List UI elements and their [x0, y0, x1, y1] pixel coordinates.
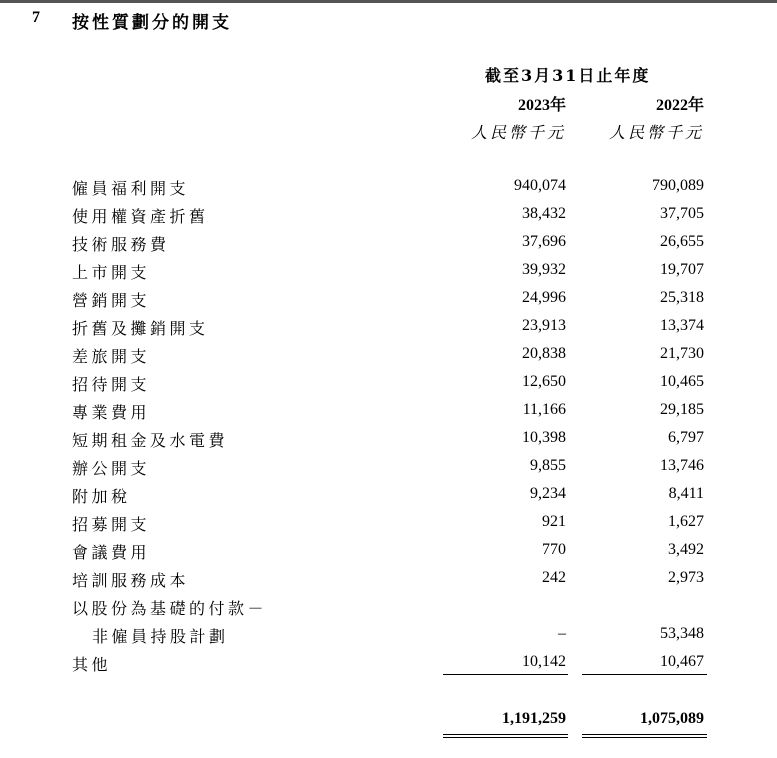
value-2022: 26,655 — [660, 233, 704, 250]
table-row — [0, 260, 777, 288]
value-2022: 37,705 — [660, 205, 704, 222]
section-title: 按性質劃分的開支 — [72, 13, 232, 33]
value-2022: 25,318 — [660, 289, 704, 306]
table-row — [0, 568, 777, 596]
value-2022: 3,492 — [668, 541, 704, 558]
table-row — [0, 652, 777, 680]
row-label: 使用權資產折舊 — [72, 207, 209, 226]
value-2023: – — [558, 625, 566, 642]
unit-2022-header: 人民幣千元 — [608, 123, 704, 142]
year-2023-header: 2023年 — [517, 97, 566, 114]
row-label: 僱員福利開支 — [72, 179, 190, 198]
table-row — [0, 176, 777, 204]
value-2023: 921 — [542, 513, 566, 530]
row-label: 招待開支 — [72, 375, 151, 394]
value-2022: 29,185 — [660, 401, 704, 418]
total-rule-2022-b — [582, 737, 707, 738]
unit-2023-header: 人民幣千元 — [470, 123, 566, 142]
table-row — [0, 316, 777, 344]
value-2022: 13,746 — [660, 457, 704, 474]
row-label: 差旅開支 — [72, 347, 151, 366]
value-2022: 10,467 — [660, 653, 704, 670]
row-label: 非僱員持股計劃 — [92, 627, 229, 646]
value-2023: 11,166 — [522, 401, 566, 418]
table-row — [0, 540, 777, 568]
row-label: 附加稅 — [72, 487, 131, 506]
table-row — [0, 204, 777, 232]
table-row — [0, 456, 777, 484]
value-2022: 1,627 — [668, 513, 704, 530]
value-2023: 770 — [542, 541, 566, 558]
value-2023: 38,432 — [522, 205, 566, 222]
value-2022: 790,089 — [652, 177, 704, 194]
table-row — [0, 428, 777, 456]
value-2023: 9,855 — [530, 457, 566, 474]
row-label: 辦公開支 — [72, 459, 151, 478]
value-2022: 6,797 — [668, 429, 704, 446]
value-2022: 10,465 — [660, 373, 704, 390]
value-2022: 21,730 — [660, 345, 704, 362]
value-2022: 8,411 — [668, 485, 704, 502]
total-2022: 1,075,089 — [640, 710, 704, 727]
table-row — [0, 344, 777, 372]
row-label: 會議費用 — [72, 543, 151, 562]
value-2023: 242 — [542, 569, 566, 586]
row-label: 專業費用 — [72, 403, 151, 422]
total-rule-2023-b — [443, 737, 568, 738]
subtotal-rule-2023 — [443, 674, 568, 675]
value-2023: 23,913 — [522, 317, 566, 334]
table-row — [0, 232, 777, 260]
table-row — [0, 288, 777, 316]
row-label: 上市開支 — [72, 263, 151, 282]
value-2022: 53,348 — [660, 625, 704, 642]
value-2022: 13,374 — [660, 317, 704, 334]
row-label: 其他 — [72, 655, 112, 674]
row-label: 以股份為基礎的付款－ — [72, 599, 268, 618]
row-label: 培訓服務成本 — [72, 571, 190, 590]
table-row — [0, 400, 777, 428]
value-2023: 9,234 — [530, 485, 566, 502]
year-2022-header: 2022年 — [655, 97, 704, 114]
row-label: 營銷開支 — [72, 291, 151, 310]
table-row — [0, 484, 777, 512]
total-rule-2023-a — [443, 734, 568, 735]
table-row — [0, 512, 777, 540]
table-row — [0, 624, 777, 652]
table-row — [0, 596, 777, 624]
value-2023: 20,838 — [522, 345, 566, 362]
value-2023: 10,142 — [522, 653, 566, 670]
value-2023: 940,074 — [514, 177, 566, 194]
top-border — [0, 0, 777, 3]
total-rule-2022-a — [582, 734, 707, 735]
value-2023: 10,398 — [522, 429, 566, 446]
period-header: 截至3月31日止年度 — [485, 66, 651, 85]
section-number: 7 — [32, 9, 40, 26]
value-2023: 12,650 — [522, 373, 566, 390]
table-row — [0, 372, 777, 400]
value-2023: 24,996 — [522, 289, 566, 306]
row-label: 短期租金及水電費 — [72, 431, 229, 450]
value-2023: 39,932 — [522, 261, 566, 278]
subtotal-rule-2022 — [582, 674, 707, 675]
row-label: 折舊及攤銷開支 — [72, 319, 209, 338]
value-2023: 37,696 — [522, 233, 566, 250]
row-label: 招募開支 — [72, 515, 151, 534]
value-2022: 19,707 — [660, 261, 704, 278]
row-label: 技術服務費 — [72, 235, 170, 254]
value-2022: 2,973 — [668, 569, 704, 586]
total-2023: 1,191,259 — [502, 710, 566, 727]
